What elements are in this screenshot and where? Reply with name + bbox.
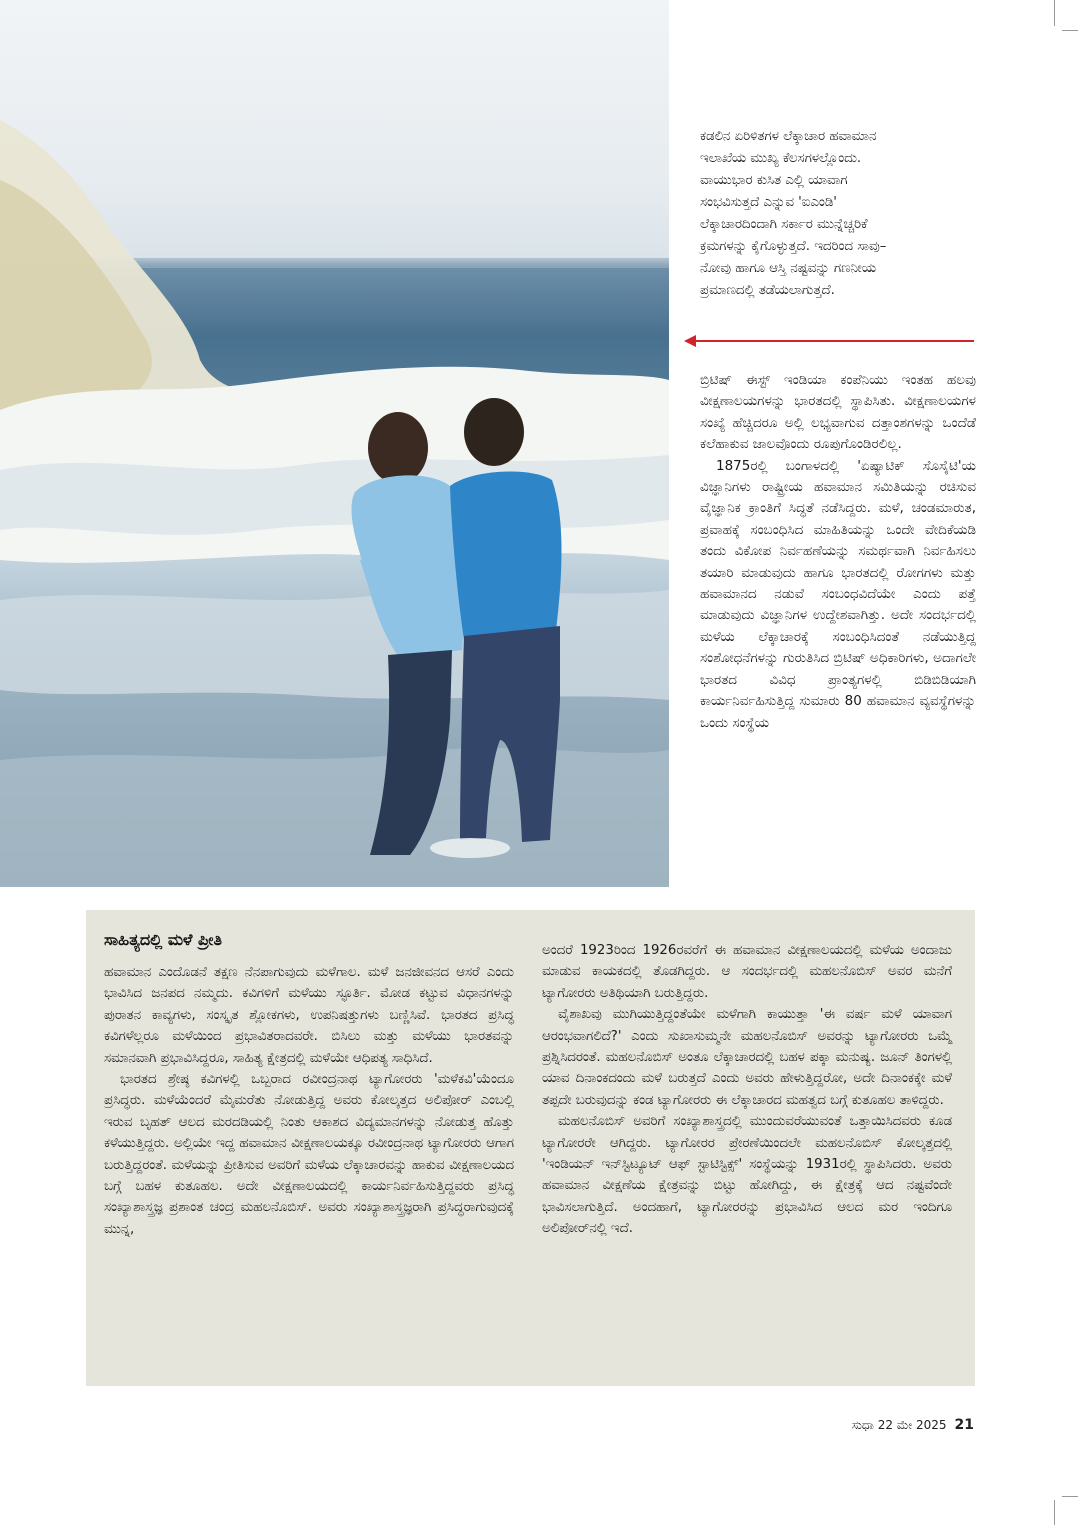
caption-line: ವಾಯುಭಾರ ಕುಸಿತ ಎಲ್ಲಿ ಯಾವಾಗ xyxy=(700,173,848,188)
caption-line: ಕ್ರಮಗಳನ್ನು ಕೈಗೊಳ್ಳುತ್ತದೆ. ಇದರಿಂದ ಸಾವು– xyxy=(700,239,887,254)
sidebar-paragraph: ಹವಾಮಾನ ಎಂದೊಡನೆ ತಕ್ಷಣ ನೆನಪಾಗುವುದು ಮಳೆಗಾಲ. ಮಳೆ ಜನಜೀವನದ ಆಸರೆ ಎಂದು ಭಾವಿಸಿದ ಜನಪದ ನಮ್ಮದು. ಕವಿಗಳಿಗೆ ಮಳೆಯು ಸ್ಫೂರ್ತಿ. ಮೋಡ ಕಟ್ಟುವ ವಿಧಾನಗಳನ್ನು ಪುರಾತನ ಕಾವ್ಯಗಳು, ಸಂಸ್ಕೃತ ಶ್ಲೋಕಗಳು, ಉಪನಿಷತ್ತುಗಳು ಬಣ್ಣಿಸಿವೆ. ಭಾರತದ ಪ್ರಸಿದ್ಧ ಕವಿಗಳೆಲ್ಲರೂ ಮಳೆಯಿಂದ ಪ್ರಭಾವಿತರಾದವರೇ. ಬಿಸಿಲು ಮತ್ತು ಮಳೆಯು ಭಾರತವನ್ನು ಸಮಾನವಾಗಿ ಪ್ರಭಾವಿಸಿದ್ದರೂ, ಸಾಹಿತ್ಯ ಕ್ಷೇತ್ರದಲ್ಲಿ ಮಳೆಯೇ ಆಧಿಪತ್ಯ ಸಾಧಿಸಿದೆ. xyxy=(104,965,514,1066)
sidebar-column-left xyxy=(104,962,514,1240)
article-paragraph: ಬ್ರಿಟಿಷ್ ಈಸ್ಟ್ ಇಂಡಿಯಾ ಕಂಪೆನಿಯು ಇಂತಹ ಹಲವು ವೀಕ್ಷಣಾಲಯಗಳನ್ನು ಭಾರತದಲ್ಲಿ ಸ್ಥಾಪಿಸಿತು. ವೀಕ್ಷಣಾಲಯಗಳ ಸಂಖ್ಯೆ ಹೆಚ್ಚಿದರೂ ಅಲ್ಲಿ ಲಭ್ಯವಾಗುವ ದತ್ತಾಂಶಗಳನ್ನು ಒಂದೆಡೆ ಕಲೆಹಾಕುವ ಜಾಲವೊಂದು ರೂಪುಗೊಂಡಿರಲಿಲ್ಲ. xyxy=(700,372,976,453)
crop-mark xyxy=(1054,0,1055,26)
sidebar-title: ಸಾಹಿತ್ಯದಲ್ಲಿ ಮಳೆ ಪ್ರೀತಿ xyxy=(104,930,222,949)
caption-line: ನೋವು ಹಾಗೂ ಆಸ್ತಿ ನಷ್ಟವನ್ನು ಗಣನೀಯ xyxy=(700,261,876,276)
caption-line: ಇಲಾಖೆಯ ಮುಖ್ಯ ಕೆಲಸಗಳಲ್ಲೊಂದು. xyxy=(700,151,862,166)
caption-line: ಸಂಭವಿಸುತ್ತದೆ ಎನ್ನುವ 'ಐಎಂಡಿ' xyxy=(700,195,837,210)
page-folio xyxy=(852,1417,974,1433)
article-paragraph: 1875ರಲ್ಲಿ ಬಂಗಾಳದಲ್ಲಿ 'ಏಷ್ಯಾಟಿಕ್ ಸೊಸೈಟಿ'ಯ ವಿಜ್ಞಾನಿಗಳು ರಾಷ್ಟ್ರೀಯ ಹವಾಮಾನ ಸಮಿತಿಯನ್ನು ರಚಿಸುವ ವೈಜ್ಞಾನಿಕ ಕ್ರಾಂತಿಗೆ ಸಿದ್ಧತೆ ನಡೆಸಿದ್ದರು. ಮಳೆ, ಚಂಡಮಾರುತ, ಪ್ರವಾಹಕ್ಕೆ ಸಂಬಂಧಿಸಿದ ಮಾಹಿತಿಯನ್ನು ಒಂದೇ ವೇದಿಕೆಯಡಿ ತಂದು ವಿಕೋಪ ನಿರ್ವಹಣೆಯನ್ನು ಸಮರ್ಥವಾಗಿ ನಿರ್ವಹಿಸಲು ತಯಾರಿ ಮಾಡುವುದು ಹಾಗೂ ಭಾರತದಲ್ಲಿ ರೋಗಗಳು ಮತ್ತು ಹವಾಮಾನದ ನಡುವೆ ಸಂಬಂಧವಿದೆಯೇ ಎಂದು ಪತ್ತೆ ಮಾಡುವುದು ವಿಜ್ಞಾನಿಗಳ ಉದ್ದೇಶವಾಗಿತ್ತು. ಅದೇ ಸಂದರ್ಭದಲ್ಲಿ ಮಳೆಯ ಲೆಕ್ಕಾಚಾರಕ್ಕೆ ಸಂಬಂಧಿಸಿದಂತೆ ನಡೆಯುತ್ತಿದ್ದ ಸಂಶೋಧನೆಗಳನ್ನು ಗುರುತಿಸಿದ ಬ್ರಿಟಿಷ್ ಅಧಿಕಾರಿಗಳು, ಅದಾಗಲೇ ಭಾರತದ ವಿವಿಧ ಪ್ರಾಂತ್ಯಗಳಲ್ಲಿ ಬಿಡಿಬಿಡಿಯಾಗಿ ಕಾರ್ಯನಿರ್ವಹಿಸುತ್ತಿದ್ದ ಸುಮಾರು 80 ಹವಾಮಾನ ವ್ಯವಸ್ಥೆಗಳನ್ನು ಒಂದು ಸಂಸ್ಥೆಯ xyxy=(700,457,976,731)
sidebar-paragraph: ಭಾರತದ ಶ್ರೇಷ್ಠ ಕವಿಗಳಲ್ಲಿ ಒಬ್ಬರಾದ ರವೀಂದ್ರನಾಥ ಟ್ಯಾಗೋರರು 'ಮಳೆಕವಿ'ಯೆಂದೂ ಪ್ರಸಿದ್ಧರು. ಮಳೆಯೆಂದರೆ ಮೈಮರೆತು ನೋಡುತ್ತಿದ್ದ ಅವರು ಕೋಲ್ಕತ್ತದ ಅಲಿಪೋರ್ ಎಂಬಲ್ಲಿ ಇರುವ ಬೃಹತ್ ಆಲದ ಮರದಡಿಯಲ್ಲಿ ನಿಂತು ಆಕಾಶದ ವಿದ್ಯಮಾನಗಳನ್ನು ನೋಡುತ್ತ ಹೊತ್ತು ಕಳೆಯುತ್ತಿದ್ದರು. ಅಲ್ಲಿಯೇ ಇದ್ದ ಹವಾಮಾನ ವೀಕ್ಷಣಾಲಯಕ್ಕೂ ರವೀಂದ್ರನಾಥ ಟ್ಯಾಗೋರರು ಆಗಾಗ ಬರುತ್ತಿದ್ದರಂತೆ. ಮಳೆಯನ್ನು ಪ್ರೀತಿಸುವ ಅವರಿಗೆ ಮಳೆಯ ಲೆಕ್ಕಾಚಾರವನ್ನು ಹಾಕುವ ವೀಕ್ಷಣಾಲಯದ ಬಗ್ಗೆ ಬಹಳ ಕುತೂಹಲ. ಅದೇ ವೀಕ್ಷಣಾಲಯದಲ್ಲಿ ಕಾರ್ಯನಿರ್ವಹಿಸುತ್ತಿದ್ದವರು ಪ್ರಸಿದ್ಧ ಸಂಖ್ಯಾಶಾಸ್ತ್ರಜ್ಞ ಪ್ರಶಾಂತ ಚಂದ್ರ ಮಹಲನೊಬಿಸ್. ಅವರು ಸಂಖ್ಯಾಶಾಸ್ತ್ರಜ್ಞರಾಗಿ ಪ್ರಸಿದ್ಧರಾಗುವುದಕ್ಕೆ ಮುನ್ನ, xyxy=(104,1072,514,1237)
crop-mark xyxy=(1062,30,1078,31)
caption-arrow-icon xyxy=(684,334,976,348)
caption-line: ಪ್ರಮಾಣದಲ್ಲಿ ತಡೆಯಲಾಗುತ್ತದೆ. xyxy=(700,283,835,298)
sidebar-box xyxy=(86,910,975,1386)
beach-photo-icon xyxy=(0,0,669,887)
caption-line: ಲೆಕ್ಕಾಚಾರದಿಂದಾಗಿ ಸರ್ಕಾರ ಮುನ್ನೆಚ್ಚರಿಕೆ xyxy=(700,217,868,232)
photo-caption xyxy=(700,126,968,302)
sidebar-column-right xyxy=(542,940,952,1240)
sidebar-paragraph: ವೈಶಾಖವು ಮುಗಿಯುತ್ತಿದ್ದಂತೆಯೇ ಮಳೆಗಾಗಿ ಕಾಯುತ್ತಾ 'ಈ ವರ್ಷ ಮಳೆ ಯಾವಾಗ ಆರಂಭವಾಗಲಿದೆ?' ಎಂದು ಸುಖಾಸುಮ್ಮನೇ ಮಹಲನೊಬಿಸ್ ಅವರನ್ನು ಟ್ಯಾಗೋರರು ಒಮ್ಮೆ ಪ್ರಶ್ನಿಸಿದರಂತೆ. ಮಹಲನೊಬಿಸ್ ಅಂತೂ ಲೆಕ್ಕಾಚಾರದಲ್ಲಿ ಬಹಳ ಪಕ್ಕಾ ಮನುಷ್ಯ. ಜೂನ್ ತಿಂಗಳಲ್ಲಿ ಯಾವ ದಿನಾಂಕದಂದು ಮಳೆ ಬರುತ್ತದೆ ಎಂದು ಅವರು ಹೇಳುತ್ತಿದ್ದರೋ, ಅದೇ ದಿನಾಂಕಕ್ಕೇ ಮಳೆ ತಪ್ಪದೇ ಬರುವುದನ್ನು ಕಂಡ ಟ್ಯಾಗೋರರು ಈ ಲೆಕ್ಕಾಚಾರದ ಮಹತ್ವದ ಬಗ್ಗೆ ಕುತೂಹಲ ತಾಳಿದ್ದರು. xyxy=(542,1007,952,1108)
issue-label: ಸುಧಾ 22 ಮೇ 2025 xyxy=(851,1418,947,1432)
sidebar-paragraph: ಅಂದರೆ 1923ರಿಂದ 1926ರವರೆಗೆ ಈ ಹವಾಮಾನ ವೀಕ್ಷಣಾಲಯದಲ್ಲಿ ಮಳೆಯ ಅಂದಾಜು ಮಾಡುವ ಕಾಯಕದಲ್ಲಿ ತೊಡಗಿದ್ದರು. ಆ ಸಂದರ್ಭದಲ್ಲಿ ಮಹಲನೊಬಿಸ್ ಅವರ ಮನೆಗೆ ಟ್ಯಾಗೋರರು ಅತಿಥಿಯಾಗಿ ಬರುತ್ತಿದ್ದರು. xyxy=(542,943,952,1001)
crop-mark xyxy=(1062,1496,1078,1497)
sidebar-paragraph: ಮಹಲನೊಬಿಸ್ ಅವರಿಗೆ ಸಂಖ್ಯಾಶಾಸ್ತ್ರದಲ್ಲಿ ಮುಂದುವರೆಯುವಂತೆ ಒತ್ತಾಯಿಸಿದವರು ಕೂಡ ಟ್ಯಾಗೋರರೇ ಆಗಿದ್ದರು. ಟ್ಯಾಗೋರರ ಪ್ರೇರಣೆಯಿಂದಲೇ ಮಹಲನೊಬಿಸ್ ಕೋಲ್ಕತ್ತದಲ್ಲಿ 'ಇಂಡಿಯನ್ ಇನ್‌ಸ್ಟಿಟ್ಯೂಟ್ ಆಫ್ ಸ್ಟಾಟಿಸ್ಟಿಕ್ಸ್' ಸಂಸ್ಥೆಯನ್ನು 1931ರಲ್ಲಿ ಸ್ಥಾಪಿಸಿದರು. ಅವರು ಹವಾಮಾನ ವೀಕ್ಷಣೆಯ ಕ್ಷೇತ್ರವನ್ನು ಬಿಟ್ಟು ಹೋಗಿದ್ದು, ಈ ಕ್ಷೇತ್ರಕ್ಕೆ ಆದ ನಷ್ಟವೆಂದೇ ಭಾವಿಸಲಾಗುತ್ತಿದೆ. ಅಂದಹಾಗೆ, ಟ್ಯಾಗೋರರನ್ನು ಪ್ರಭಾವಿಸಿದ ಆಲದ ಮರ ಇಂದಿಗೂ ಅಲಿಪೋರ್‌ನಲ್ಲಿ ಇದೆ. xyxy=(542,1114,952,1237)
beach-photo xyxy=(0,0,669,887)
page-number: 21 xyxy=(954,1417,974,1433)
article-side-column xyxy=(700,370,976,734)
crop-mark xyxy=(1054,1500,1055,1525)
caption-line: ಕಡಲಿನ ಏರಿಳಿತಗಳ ಲೆಕ್ಕಾಚಾರ ಹವಾಮಾನ xyxy=(700,129,877,144)
